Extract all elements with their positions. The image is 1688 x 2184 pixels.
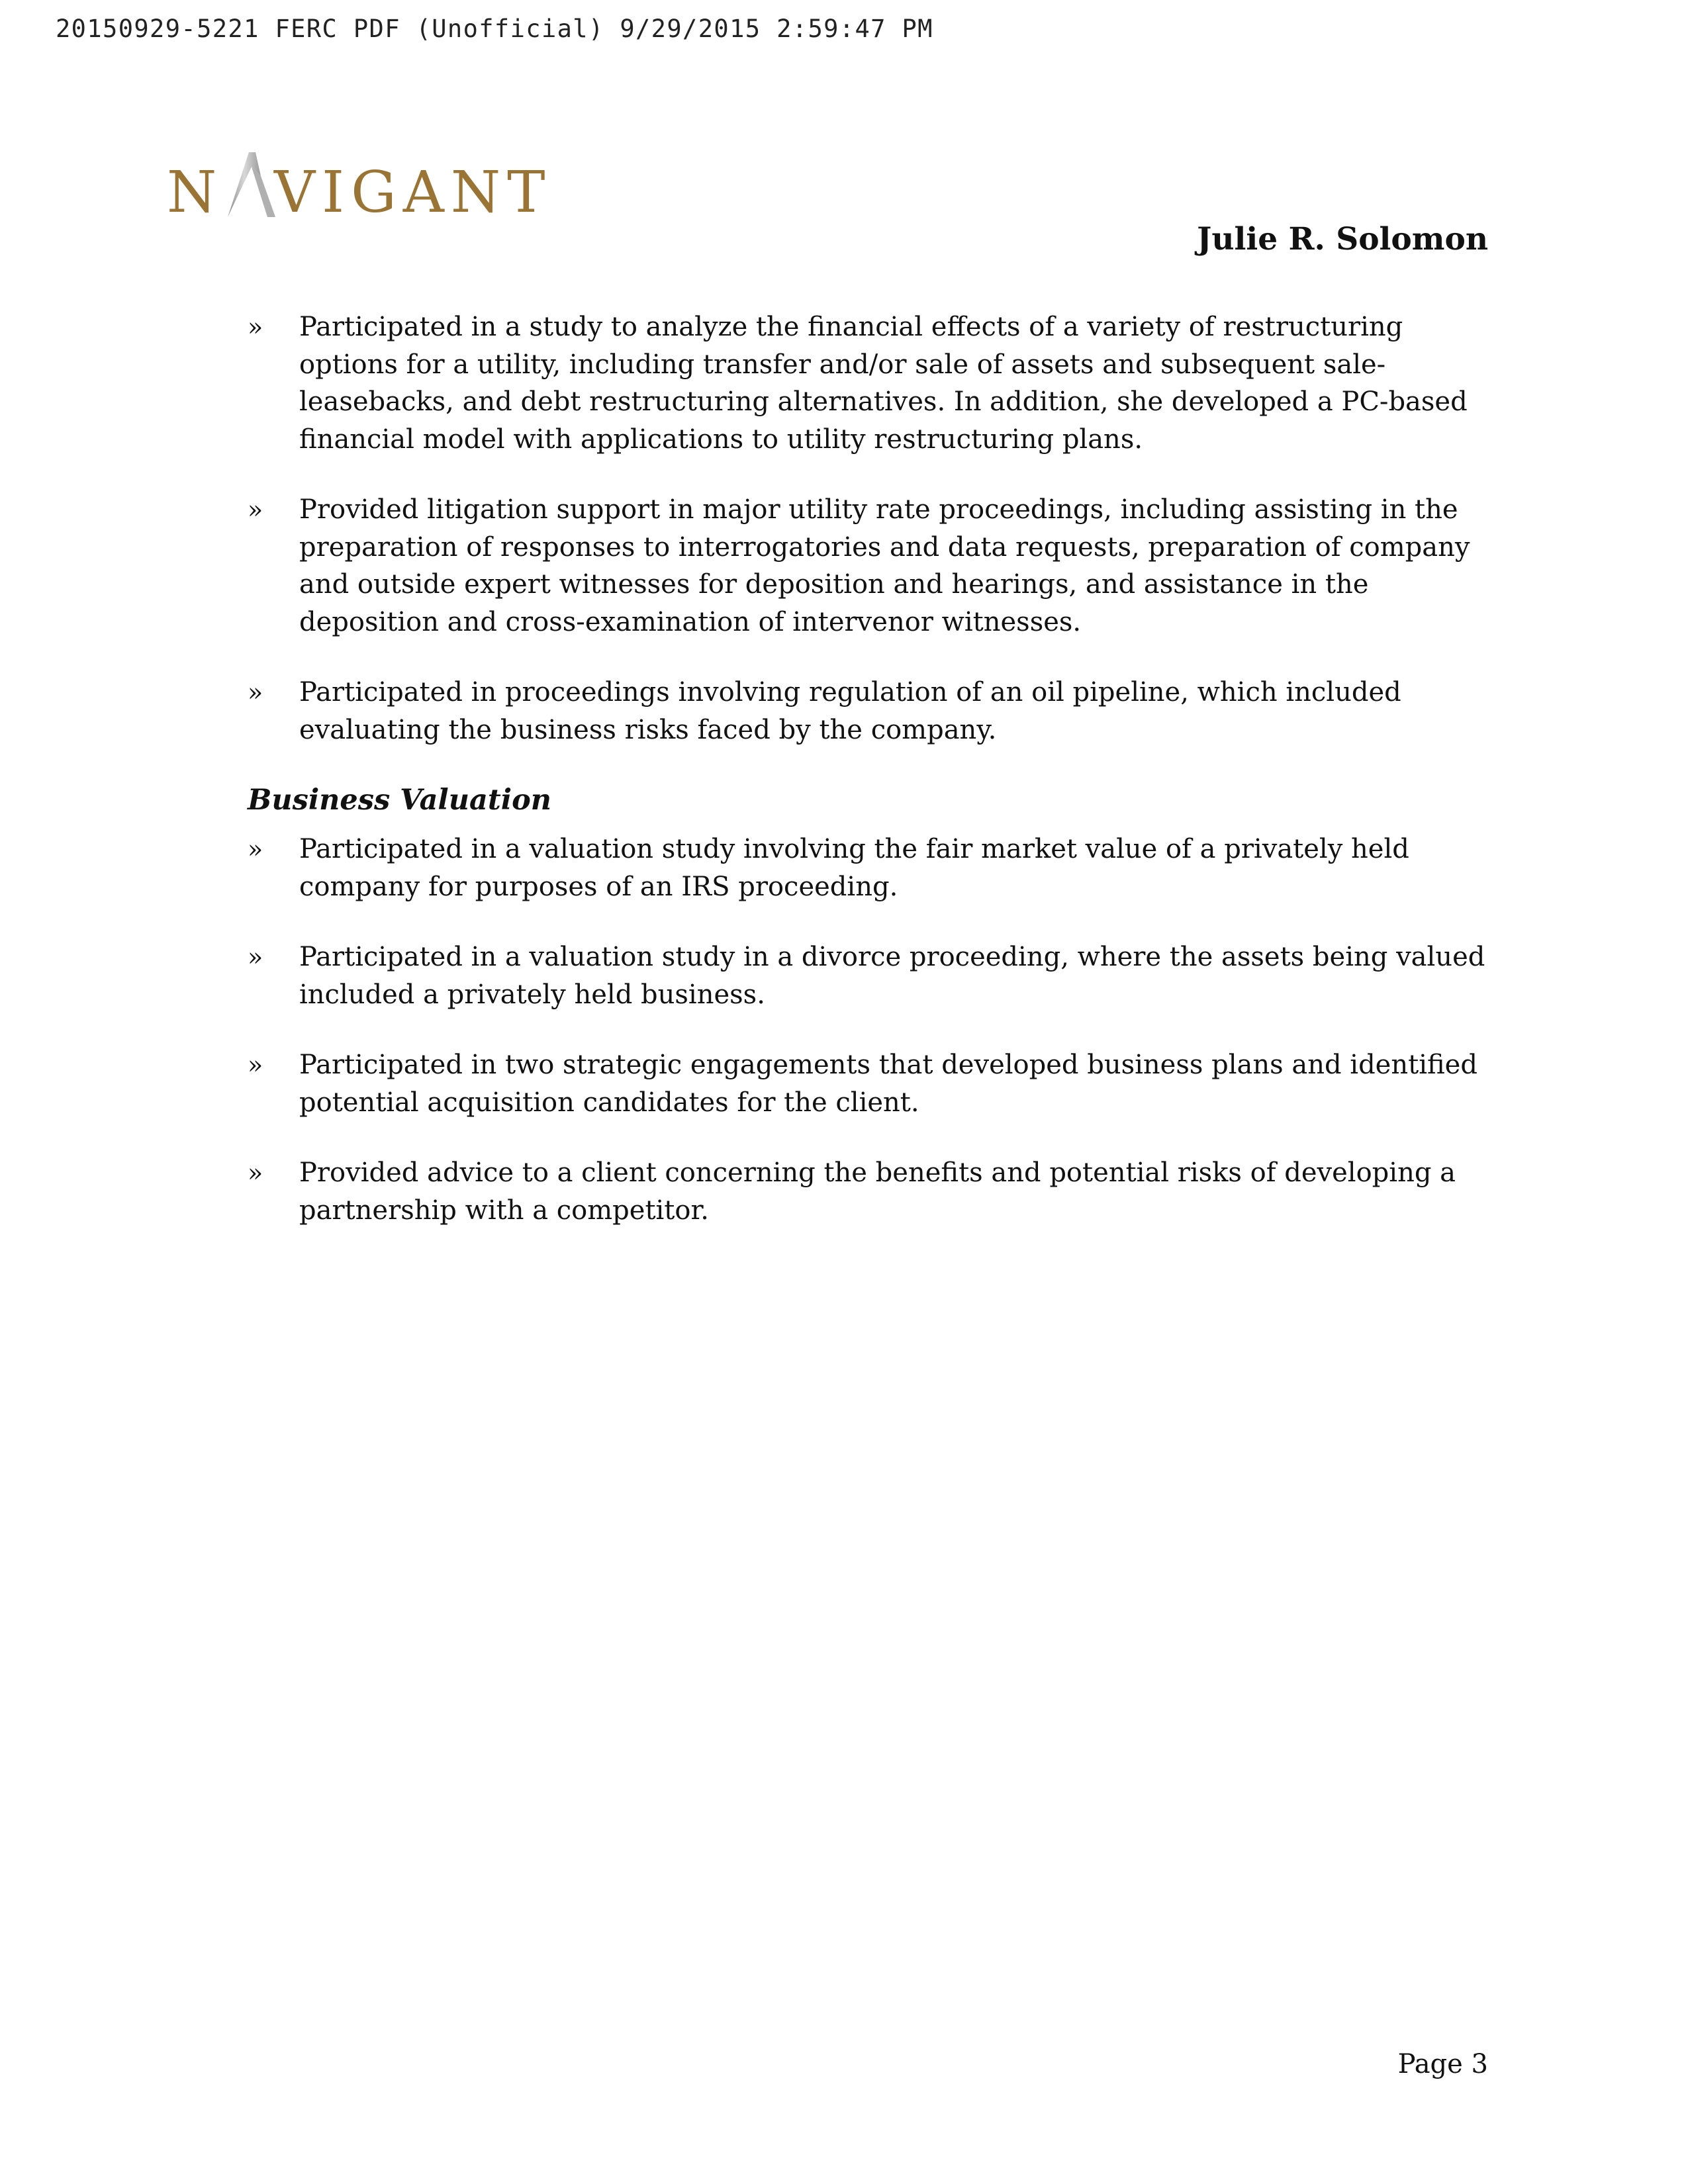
section-heading: Business Valuation: [248, 784, 552, 817]
filing-stamp: 20150929-5221 FERC PDF (Unofficial) 9/29/2015 2:59:47 PM: [56, 15, 933, 43]
bullet-text: Provided litigation support in major utility rate proceedings, including assisting in the preparation of responses to interrogatories and data requests, preparation of company and outside expert witnesses for deposition and hearings, and assistance in the deposition and cross-examination of intervenor witnesses.: [299, 494, 1470, 637]
list-item: [248, 1154, 1492, 1229]
bullet-marker: »: [248, 835, 263, 864]
list-item: [248, 1046, 1492, 1121]
list-item: [248, 831, 1492, 905]
bullet-marker: »: [248, 495, 263, 524]
bullet-text: Participated in a valuation study in a divorce proceeding, where the assets being valued included a privately held business.: [299, 942, 1485, 1010]
navigant-logo: [167, 151, 552, 226]
list-item: [248, 674, 1492, 749]
bullet-text: Participated in proceedings involving regulation of an oil pipeline, which included evaluating the business risks faced by the company.: [299, 677, 1401, 745]
person-name: Julie R. Solomon: [1197, 221, 1488, 257]
bullet-text: Participated in a study to analyze the financial effects of a variety of restructuring options for a utility, including transfer and/or sale of assets and subsequent sale-leasebacks, and debt restructuring alternatives. In addition, she developed a PC-based financial model with applications to utility restructuring plans.: [299, 312, 1468, 455]
document-body: [248, 308, 1492, 1262]
bullet-marker: »: [248, 312, 263, 341]
bullet-marker: »: [248, 1050, 263, 1079]
svg-text:VIGANT: VIGANT: [274, 159, 552, 226]
bullet-marker: »: [248, 1158, 263, 1187]
list-item: [248, 491, 1492, 641]
bullet-text: Participated in two strategic engagements that developed business plans and identified potential acquisition candidates for the client.: [299, 1050, 1477, 1118]
page-number: Page 3: [1397, 2049, 1488, 2079]
bullet-marker: »: [248, 678, 263, 707]
list-item: [248, 938, 1492, 1013]
list-item: [248, 308, 1492, 458]
bullet-text: Participated in a valuation study involving the fair market value of a privately held company for purposes of an IRS proceeding.: [299, 834, 1409, 902]
svg-text:N: N: [167, 159, 222, 226]
bullet-text: Provided advice to a client concerning the benefits and potential risks of developing a partnership with a competitor.: [299, 1158, 1456, 1226]
bullet-marker: »: [248, 942, 263, 972]
